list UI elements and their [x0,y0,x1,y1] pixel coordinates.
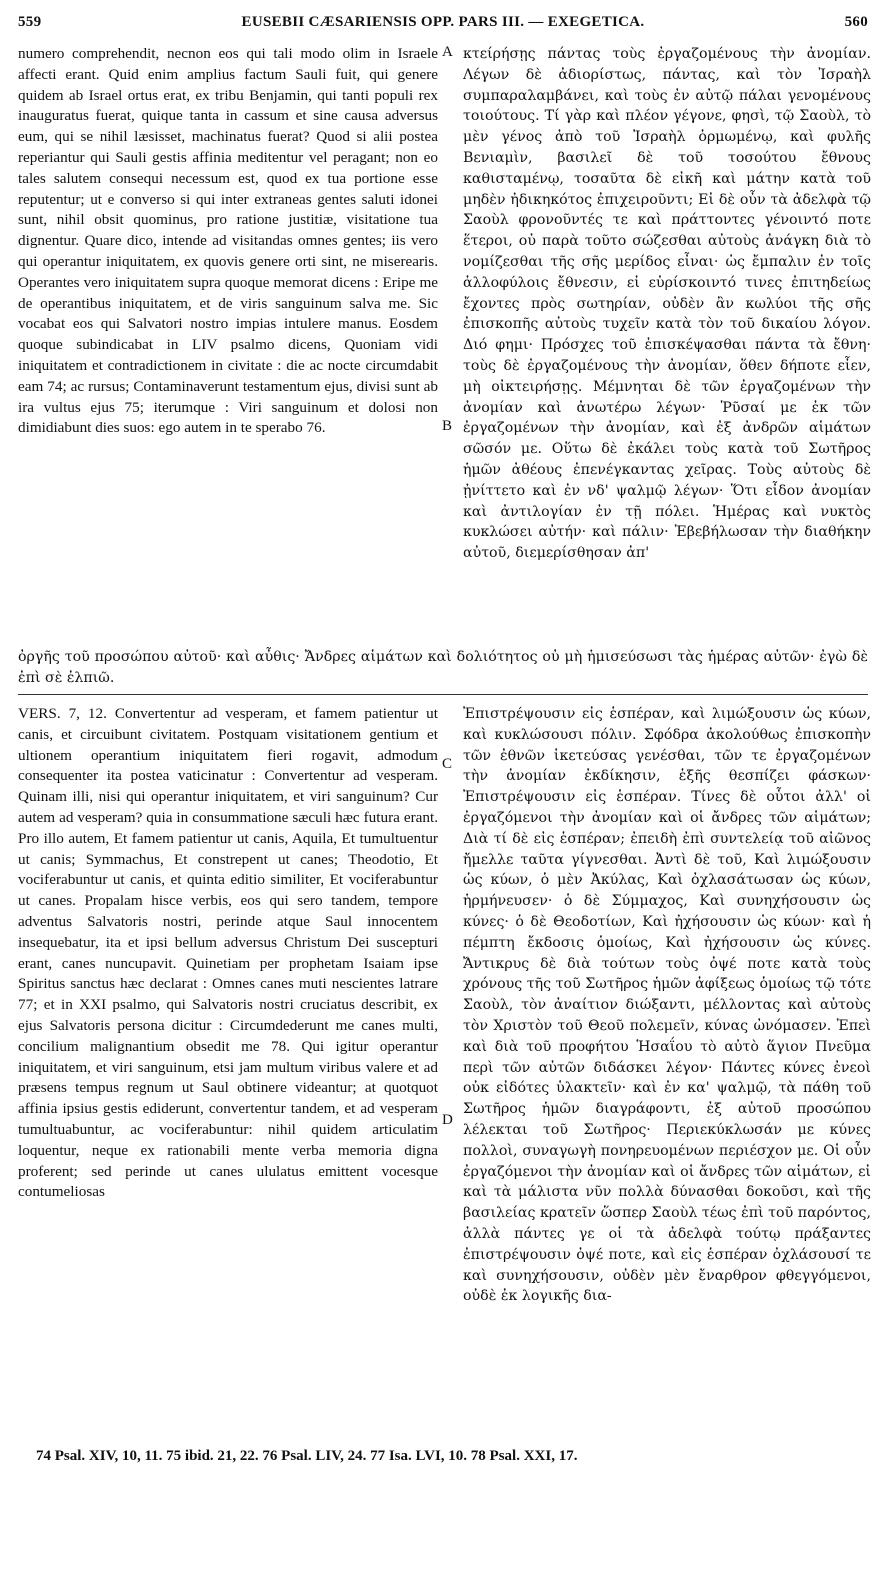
section-marker-c: C [442,756,453,772]
latin-column-bottom [18,704,438,1444]
section-marker-a: A [442,44,453,60]
section-divider [18,694,868,695]
greek-column-top [463,44,871,640]
page-number-left: 559 [18,14,42,30]
section-marker-b: B [442,418,453,434]
latin-text-bottom: VERS. 7, 12. Convertentur ad vesperam, et famem patientur ut canis, et circuibunt civitatem. Postquam visitationem gentium et ultionem operantium iniquitatem fieri rogavit, admodum consequenter ita postea vaticinatur : Convertentur ad vesperam. Quinam illi, nisi qui operantur iniquitatem, et viri sanguinum? Cur autem ad vesperam? quia in consummatione sæculi hæc futura erant. Pro illo autem, Et famem patientur ut canis, Aquila, Et tumultuentur ut canis; Symmachus, Et constrepent ut canes; Theodotio, Et vociferabuntur ut canis, et quinta editio similiter, Et vociferabuntur ut canes. Propalam hisce verbis, eos qui sero tandem, tempore adventus Salvatoris nostri, perinde atque Saul innocentem insequebatur, ita et ipsi bellum adversus Christum Dei suscepturi erant, canes nuncupavit. Quinetiam per prophetam Isaiam ipse Spiritus sanctus hæc declarat : Omnes canes muti nescientes latrare 77; et in XXI psalmo, qui Salvatoris nostri cruciatus describit, ex ejus Salvatoris persona dicitur : Circumdederunt me canes multi, concilium malignantium obsedit me 78. Qui igitur operantur iniquitatem, et viri sanguinum, etsi jam multum viribus valere et ad præsens tempus regnum ut Saul obtinere videantur; at quotquot affinia ipsius gestis ediderunt, convertentur tandem, et ad vesperam tumultuabuntur, ac vociferabuntur: nihil quidem articulatim loquentur, neque ex rationabili mente verba memoria digna proferent; sed perinde ut canes ululatus emittent vocesque contumeliosas [18,705,438,1201]
latin-text-top: numero comprehendit, necnon eos qui tali modo olim in Israele affecti erant. Quid enim amplius factum Sauli fuit, qui genere quidem ab Israel ortus erat, ex tribu Benjamin, qui tanti populi rex inauguratus fuerat, quique tanta in cassum et sine causa adversus eum, qui se nihil læsisset, machinatus fuerat? Quod si alii postea reperiantur qui Sauli gestis affinia meditentur vel peragant; non eo tales salutem consequi necessum est, quod ex tua portione esse reputentur; ut e converso si qui inter extraneas gentes saluti idonei sunt, nihil obsit quominus, pro ratione justitiæ, visitatione tua dignentur. Quare dico, intende ad visitandas omnes gentes; iis vero qui operantur iniquitatem, ex quovis genere orti sint, ne miserearis. Operantes vero iniquitatem supra quoque memorat dicens : Eripe me de operantibus iniquitatem, et de viris sanguinum salva me. Sic vocabat eos qui Salvatori nostro impias intulere manus. Eosdem quoque subindicabat in LIV psalmo dicens, Quoniam vidi iniquitatem et contradictionem in civitate : die ac nocte circumdabit eam 74; ac rursus; Contaminaverunt testamentum ejus, divisi sunt ab ira vultus ejus 75; iterumque : Viri sanguinum et dolosi non dimidiabunt dies suos: ego autem in te sperabo 76. [18,45,438,437]
page-number-right: 560 [844,14,868,30]
section-marker-d: D [442,1112,453,1128]
greek-text-bottom: Ἐπιστρέψουσιν εἰς ἑσπέραν, καὶ λιμώξουσιν ὡς κύων, καὶ κυκλώσουσι πόλιν. Σφόδρα ἀκολούθως ἐπισκοπὴν τῶν ἐθνῶν ἱκετεύσας γενέσθαι, τῶν τε ἐργαζομένων τὴν ἀνομίαν ἐκδίκησιν, ἑξῆς θεσπίζει φάσκων· Ἐπιστρέψουσιν εἰς ἑσπέραν. Τίνες δὲ οὗτοι ἀλλ' οἱ ἐργαζόμενοι τὴν ἀνομίαν καὶ οἱ ἄνδρες τῶν αἱμάτων; Διὰ τί δὲ εἰς ἑσπέραν; ἐπειδὴ ἐπὶ συντελείᾳ τοῦ αἰῶνος ἤμελλε ταῦτα γίγνεσθαι. Ἀντὶ δὲ τοῦ, Καὶ λιμώξουσιν ὡς κύων, ὁ μὲν Ἀκύλας, Καὶ ὀχλασάτωσαν ὡς κύων, ἡρμήνευσεν· ὁ δὲ Σύμμαχος, Καὶ συνηχήσουσιν ὡς κύνες· ὁ δὲ Θεοδοτίων, Καὶ ἠχήσουσιν ὡς κύων· καὶ ἡ πέμπτη ἔκδοσις ὁμοίως, Καὶ ἠχήσουσιν ὡς κύνες. Ἄντικρυς δὲ διὰ τούτων τοὺς ὀψέ ποτε κατὰ τοὺς χρόνους τῆς τοῦ Σωτῆρος ἡμῶν ἀφίξεως ὁμοίως τῷ τότε Σαοὺλ, τὸν ἀναίτιον διώξαντι, μέλλοντας καὶ αὐτοὺς τὸν Χριστὸν τοῦ Θεοῦ πολεμεῖν, κύνας ὠνόμασεν. Ἐπεὶ καὶ διὰ τοῦ προφήτου Ἡσαΐου τὸ αὐτὸ ἅγιον Πνεῦμα περὶ τῶν αὐτῶν διδάσκει λέγον· Πάντες κύνες ἐνεοὶ οὐκ εἰδότες ὑλακτεῖν· καὶ ἐν κα' ψαλμῷ, τὰ πάθη τοῦ Σωτῆρος ἡμῶν διαγράφοντι, ἐξ αὐτοῦ προσώπου λέλεκται τοῦ Σωτῆρος· Περιεκύκλωσάν με κύνες πολλοὶ, συναγωγὴ πονηρευομένων περιέσχον με. Οἱ οὖν ἐργαζόμενοι τὴν ἀνομίαν καὶ οἱ ἄνδρες τῶν αἱμάτων, εἰ καὶ τὰ μάλιστα νῦν πολλὰ δύνασθαι δοκοῦσι, καὶ τῆς βασιλείας κρατεῖν ὥσπερ Σαοὺλ τέως ἐπὶ τοῦ παρόντος, ἀλλὰ πάντες γε οἱ τὰ ἀδελφὰ τούτῳ πράξαντες ἐπιστρέψουσιν ὀψέ ποτε, καὶ εἰς ἑσπέραν ὀχλάσουσί τε καὶ συνηχήσουσιν, οὐδὲν μὲν ἔναρθρον φθεγγόμενοι, οὐδὲ ἐκ λογικῆς δια- [463,706,871,1305]
greek-column-bottom [463,704,871,1444]
greek-spanning-text: ὀργῆς τοῦ προσώπου αὐτοῦ· καὶ αὖθις· Ἄνδρες αἱμάτων καὶ δολιότητος οὐ μὴ ἡμισεύσωσι τὰς ἡμέρας αὐτῶν· ἐγὼ δὲ ἐπὶ σὲ ἐλπιῶ. [18,649,868,686]
running-header [18,14,868,40]
greek-text-top: κτείρήσῃς πάντας τοὺς ἐργαζομένους τὴν ἀνομίαν. Λέγων δὲ ἀδιορίστως, πάντας, καὶ τὸν Ἰσραὴλ συμπαραλαμβάνει, καὶ τοὺς ἐν αὐτῷ πάλαι γενομένους τοιούτους. Τί γὰρ καὶ πλέον γέγονε, φησὶ, τῷ Σαοὺλ, τὸ μὲν γένος ἀπὸ τοῦ Ἰσραὴλ ὁρμωμένῳ, καὶ φυλῆς Βενιαμὶν, βασιλεῖ δὲ τοῦ τοσούτου ἔθνους καθισταμένῳ, τοσαῦτα δὲ εἰκῆ καὶ μάτην κατὰ τοῦ μηδὲν ἠδικηκότος ἐπιχειροῦντι; Εἰ δὲ οὖν τὰ ἀδελφὰ τῷ Σαοὺλ φρονοῦντές τε καὶ πράττοντες γένοιντό ποτε ἕτεροι, οὐ παρὰ τοῦτο σώζεσθαι αὐτοὺς ἀνάγκη διὰ τὸ νομίζεσθαι τῆς σῆς μερίδος εἶναι· ὡς ἔμπαλιν ἐν τοῖς ἀλλοφύλοις ἔθνεσιν, εἰ εὑρίσκοιντό τινες ἐπιτηδείως ἔχοντες πρὸς σωτηρίαν, οὐδὲν ἂν κωλύοι τῆς σῆς ἐπισκοπῆς αὐτοὺς τυχεῖν κατὰ τὸν τοῦ δικαίου λόγον. Διό φημι· Πρόσχες τοῦ ἐπισκέψασθαι πάντα τὰ ἔθνη· τοὺς δὲ ἐργαζομένους τὴν ἀνομίαν, ὅθεν δήποτε εἶεν, μὴ οἰκτειρήσῃς. Μέμνηται δὲ τῶν ἐργαζομένων τὴν ἀνομίαν καὶ ἀνωτέρω λέγων· Ῥῦσαί με ἐκ τῶν ἐργαζομένων τὴν ἀνομίαν, καὶ ἐξ ἀνδρῶν αἱμάτων σῶσόν με. Οὕτω δὲ ἐκάλει τοὺς κατὰ τοῦ Σωτῆρος ἡμῶν ἀθέους ἐπενέγκαντας χεῖρας. Τοὺς αὐτοὺς δὲ ᾐνίττετο καὶ ἐν νδ' ψαλμῷ λέγων· Ὅτι εἶδον ἀνομίαν καὶ ἀντιλογίαν ἐν τῇ πόλει. Ἡμέρας καὶ νυκτὸς κυκλώσει αὐτήν· καὶ πάλιν· Ἐβεβήλωσαν τὴν διαθήκην αὐτοῦ, διεμερίσθησαν ἀπ' [463,46,871,562]
footnotes: 74 Psal. XIV, 10, 11. 75 ibid. 21, 22. 76 Psal. LIV, 24. 77 Isa. LVI, 10. 78 Psal. XXI, 17. [36,1448,578,1464]
running-title: EUSEBII CÆSARIENSIS OPP. PARS III. — EXEGETICA. [241,14,645,30]
latin-column-top [18,44,438,640]
